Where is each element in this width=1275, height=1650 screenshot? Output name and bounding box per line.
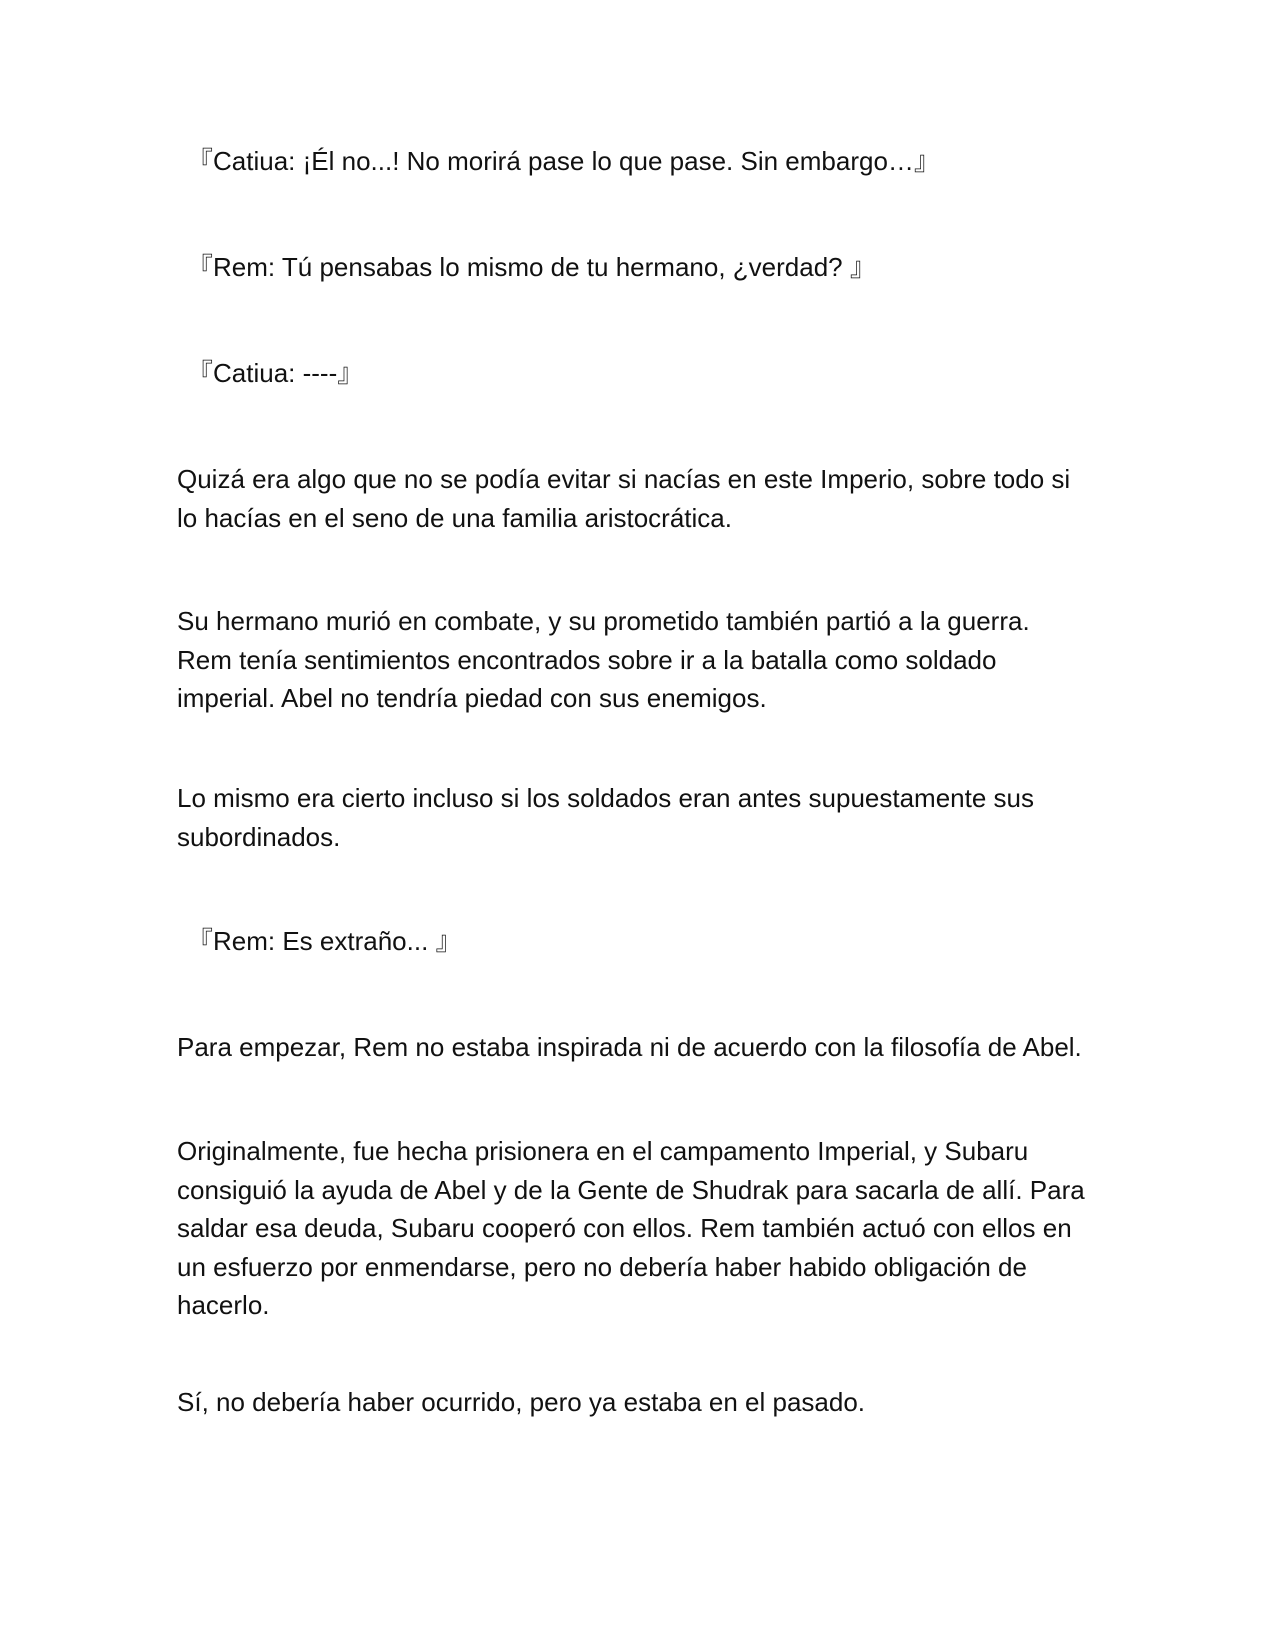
paragraph-6	[177, 1383, 1117, 1422]
dialogue-rem-2	[187, 922, 1127, 961]
text-line: 『Catiua: ----』	[187, 358, 364, 388]
paragraph-1	[177, 460, 1117, 537]
text-line: un esfuerzo por enmendarse, pero no debería haber habido obligación de	[177, 1251, 1027, 1282]
text-line: Rem tenía sentimientos encontrados sobre ir a la batalla como soldado	[177, 644, 997, 675]
text-line: 『Rem: Es extraño... 』	[187, 926, 462, 956]
text-line: Sí, no debería haber ocurrido, pero ya estaba en el pasado.	[177, 1387, 866, 1417]
text-line: 『Catiua: ¡Él no...! No morirá pase lo que pase. Sin embargo…』	[187, 146, 940, 176]
text-line: lo hacías en el seno de una familia aristocrática.	[177, 502, 732, 533]
text-line: Originalmente, fue hecha prisionera en el campamento Imperial, y Subaru	[177, 1136, 1029, 1166]
text-line: imperial. Abel no tendría piedad con sus enemigos.	[177, 683, 767, 713]
dialogue-rem-1	[187, 248, 1127, 287]
paragraph-2	[177, 602, 1117, 718]
dialogue-catiua-2	[187, 354, 1127, 393]
text-line: subordinados.	[177, 821, 341, 852]
text-line: Su hermano murió en combate, y su prometido también partió a la guerra.	[177, 606, 1030, 636]
text-line: Lo mismo era cierto incluso si los soldados eran antes supuestamente sus	[177, 783, 1034, 813]
text-line: Quizá era algo que no se podía evitar si nacías en este Imperio, sobre todo si	[177, 464, 1071, 494]
dialogue-catiua-1	[187, 142, 1127, 181]
paragraph-3	[177, 779, 1117, 856]
paragraph-5	[177, 1132, 1117, 1325]
text-line: Para empezar, Rem no estaba inspirada ni de acuerdo con la filosofía de Abel.	[177, 1032, 1082, 1062]
text-line: 『Rem: Tú pensabas lo mismo de tu hermano, ¿verdad? 』	[187, 252, 876, 282]
text-line: consiguió la ayuda de Abel y de la Gente de Shudrak para sacarla de allí. Para	[177, 1174, 1085, 1205]
text-line: saldar esa deuda, Subaru cooperó con ellos. Rem también actuó con ellos en	[177, 1213, 1072, 1243]
paragraph-4	[177, 1028, 1117, 1067]
text-line: hacerlo.	[177, 1290, 270, 1320]
